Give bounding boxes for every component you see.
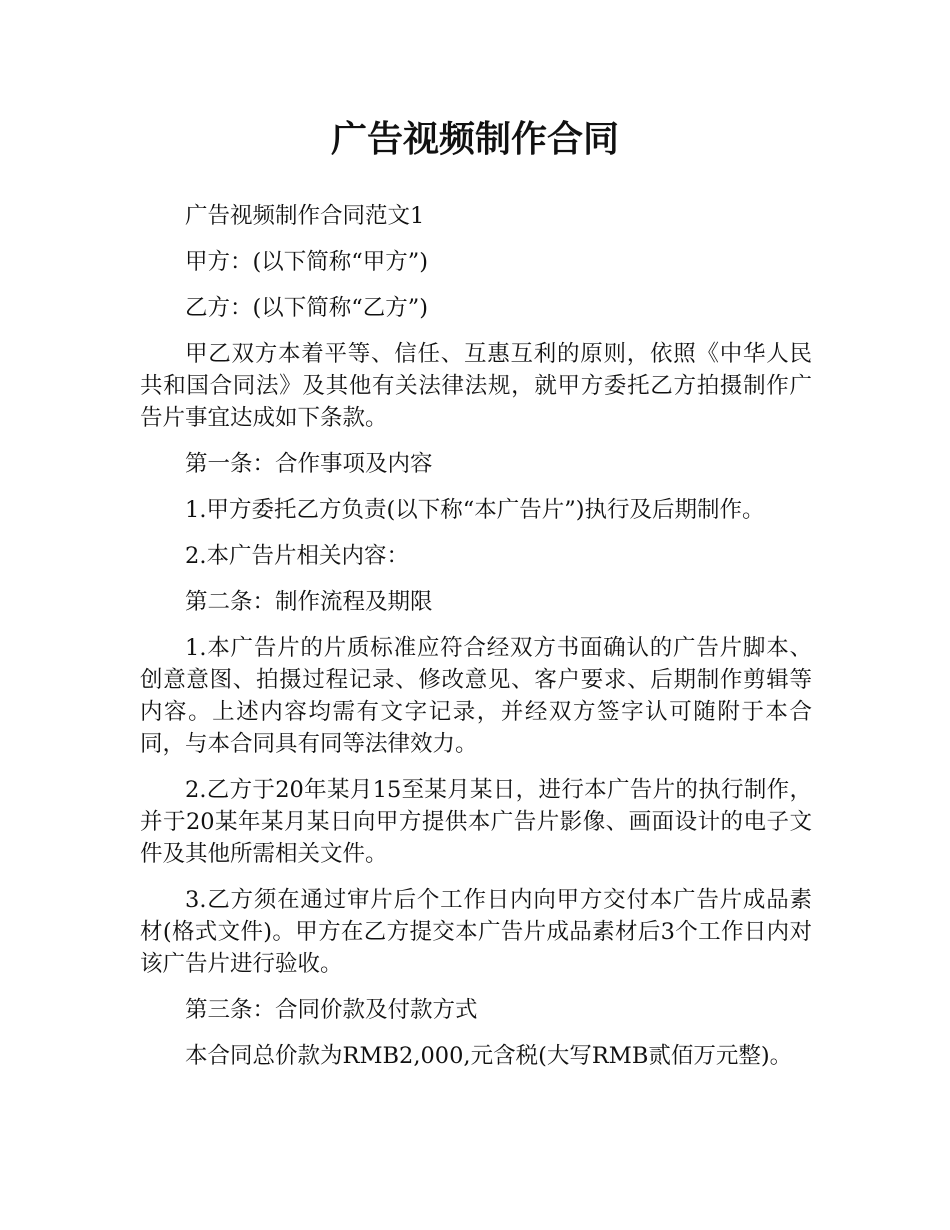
article-1-heading: 第一条：合作事项及内容 xyxy=(185,451,433,477)
article-1-clause-1: 1.甲方委托乙方负责(以下称“本广告片”)执行及后期制作。 xyxy=(185,497,765,523)
article-1-clause-2: 2.本广告片相关内容： xyxy=(185,543,409,569)
article-3-price-paragraph: 本合同总价款为RMB2,000,元含税(大写RMB贰佰万元整)。 xyxy=(185,1043,793,1069)
article-2-clause-3: 3.乙方须在通过审片后个工作日内向甲方交付本广告片成品素材(格式文件)。甲方在乙方提交本广告片成品素材后3个工作日内对该广告片进行验收。 xyxy=(140,887,812,977)
preamble-paragraph: 甲乙双方本着平等、信任、互惠互利的原则，依照《中华人民共和国合同法》及其他有关法律法规，就甲方委托乙方拍摄制作广告片事宜达成如下条款。 xyxy=(140,341,812,431)
party-b-line: 乙方：(以下简称“乙方”) xyxy=(185,295,429,321)
sample-heading: 广告视频制作合同范文1 xyxy=(185,203,425,229)
article-2-clause-1: 1.本广告片的片质标准应符合经双方书面确认的广告片脚本、创意意图、拍摄过程记录、修改意见、客户要求、后期制作剪辑等内容。上述内容均需有文字记录，并经双方签字认可随附于本合同，与本合同具有同等法律效力。 xyxy=(140,635,812,757)
article-3-heading: 第三条：合同价款及付款方式 xyxy=(185,997,478,1023)
article-2-clause-2: 2.乙方于20年某月15至某月某日，进行本广告片的执行制作，并于20某年某月某日向甲方提供本广告片影像、画面设计的电子文件及其他所需相关文件。 xyxy=(140,777,812,867)
document-body xyxy=(140,200,812,1086)
document-title: 广告视频制作合同 xyxy=(330,119,619,160)
article-2-heading: 第二条：制作流程及期限 xyxy=(185,589,433,615)
party-a-line: 甲方：(以下简称“甲方”) xyxy=(185,249,429,275)
